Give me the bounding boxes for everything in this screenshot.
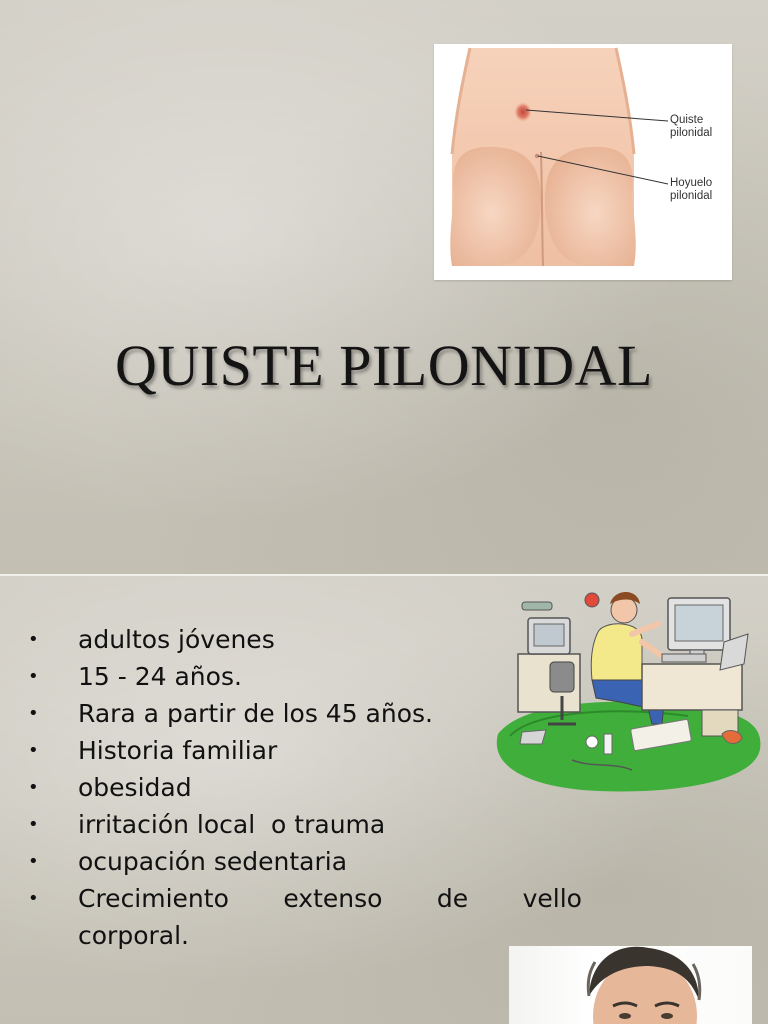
label-line: Quiste xyxy=(670,114,704,126)
bullet-word: vello xyxy=(522,884,582,913)
bullet-item xyxy=(28,806,582,843)
bullet-dot: • xyxy=(28,777,39,798)
bullet-dot: • xyxy=(28,888,39,909)
slide-title: QUISTE PILONIDAL xyxy=(115,333,653,398)
sedentary-worker-cartoon xyxy=(492,584,764,796)
bullet-text: obesidad xyxy=(78,773,192,802)
man-portrait xyxy=(509,946,752,1024)
label-line: pilonidal xyxy=(670,127,713,139)
cyst-marker xyxy=(514,102,532,122)
label-quiste-pilonidal xyxy=(670,114,730,140)
bullet-dot: • xyxy=(28,740,39,761)
bullet-text: Historia familiar xyxy=(78,736,278,765)
bullet-text: ocupación sedentaria xyxy=(78,847,348,876)
bullet-dot: • xyxy=(28,703,39,724)
bullet-dot: • xyxy=(28,851,39,872)
label-line: Hoyuelo xyxy=(670,177,713,189)
label-line: pilonidal xyxy=(670,190,713,202)
bullet-dot: • xyxy=(28,814,39,835)
bullet-dot: • xyxy=(28,666,39,687)
bullet-text-justified xyxy=(78,880,582,917)
bullet-text-continuation: corporal. xyxy=(78,921,189,950)
bullet-text: irritación local o trauma xyxy=(78,810,386,839)
bullet-item xyxy=(28,843,582,880)
bullet-text: 15 - 24 años. xyxy=(78,662,242,691)
bullet-word: extenso xyxy=(283,884,383,913)
bullet-word: de xyxy=(436,884,469,913)
bullet-word: Crecimiento xyxy=(78,884,229,913)
portrait-photo xyxy=(509,946,752,1024)
label-hoyuelo-pilonidal xyxy=(670,177,730,203)
bullet-dot: • xyxy=(28,629,39,650)
bullet-item xyxy=(28,880,582,954)
content-slide xyxy=(0,576,768,1024)
anatomy-figure xyxy=(434,44,732,280)
buttocks-illustration xyxy=(434,44,732,280)
bullet-text: Rara a partir de los 45 años. xyxy=(78,699,433,728)
bullet-text: adultos jóvenes xyxy=(78,625,275,654)
